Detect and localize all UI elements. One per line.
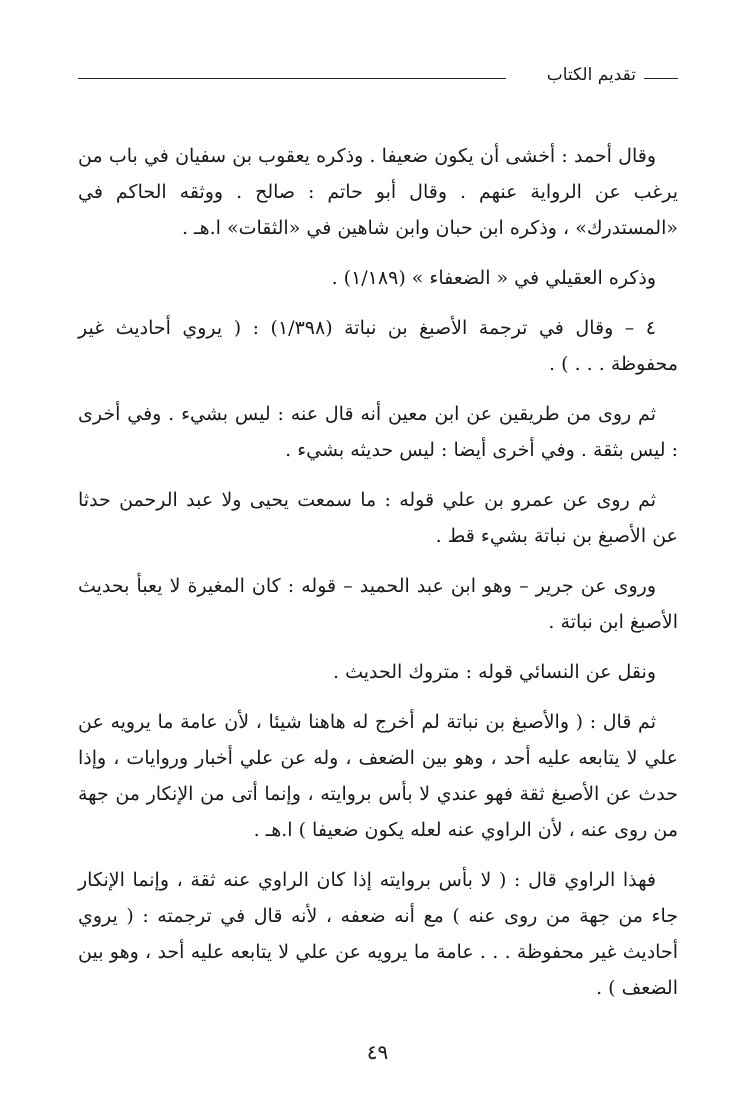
paragraph-8: ثم قال : ( والأصبغ بن نباتة لم أخرج له هاهنا شيئا ، لأن عامة ما يرويه عن علي لا يتابعه عليه أحد ، وهو بين الضعف ، وله عن علي أخبار وروايات ، وإذا حدث عن الأصبغ ثقة فهو عندي لا بأس بروايته ، وإنما أتى من الإنكار من جهة من روى عنه ، لأن الراوي عنه لعله يكون ضعيفا ) ا.هـ . [78,711,678,841]
header-rule [78,78,506,79]
paragraph-9: فهذا الراوي قال : ( لا بأس بروايته إذا كان الراوي عنه ثقة ، وإنما الإنكار جاء من جهة من روى عنه ) مع أنه ضعفه ، لأنه قال في ترجمته : ( يروي أحاديث غير محفوظة . . . عامة ما يرويه عن علي لا يتابعه عليه أحد ، وهو بين الضعف ) . [78,869,678,999]
paragraph-3: ٤ – وقال في ترجمة الأصبغ بن نباتة (١/٣٩٨) : ( يروي أحاديث غير محفوظة . . . ) . [78,317,678,375]
running-header [78,62,678,92]
paragraph-5: ثم روى عن عمرو بن علي قوله : ما سمعت يحيى ولا عبد الرحمن حدثا عن الأصبغ بن نباتة بشيء قط . [78,489,678,547]
paragraph-6: وروى عن جرير – وهو ابن عبد الحميد – قوله : كان المغيرة لا يعبأ بحديث الأصبغ ابن نباتة . [78,575,678,633]
paragraph-4: ثم روى من طريقين عن ابن معين أنه قال عنه : ليس بشيء . وفي أخرى : ليس بثقة . وفي أخرى أيضا : ليس حديثه بشيء . [78,403,678,461]
paragraph-1: وقال أحمد : أخشى أن يكون ضعيفا . وذكره يعقوب بن سفيان في باب من يرغب عن الرواية عنهم . وقال أبو حاتم : صالح . ووثقه الحاكم في «المستدرك» ، وذكره ابن حبان وابن شاهين في «الثقات» ا.هـ . [78,145,678,239]
running-header-title: تقديم الكتاب [546,65,636,85]
paragraph-2: وذكره العقيلي في « الضعفاء » (١/١٨٩) . [331,267,656,289]
page-number: ٤٩ [366,1040,389,1064]
header-dash [644,78,678,79]
page-body [78,138,678,1020]
paragraph-7: ونقل عن النسائي قوله : متروك الحديث . [333,661,656,683]
